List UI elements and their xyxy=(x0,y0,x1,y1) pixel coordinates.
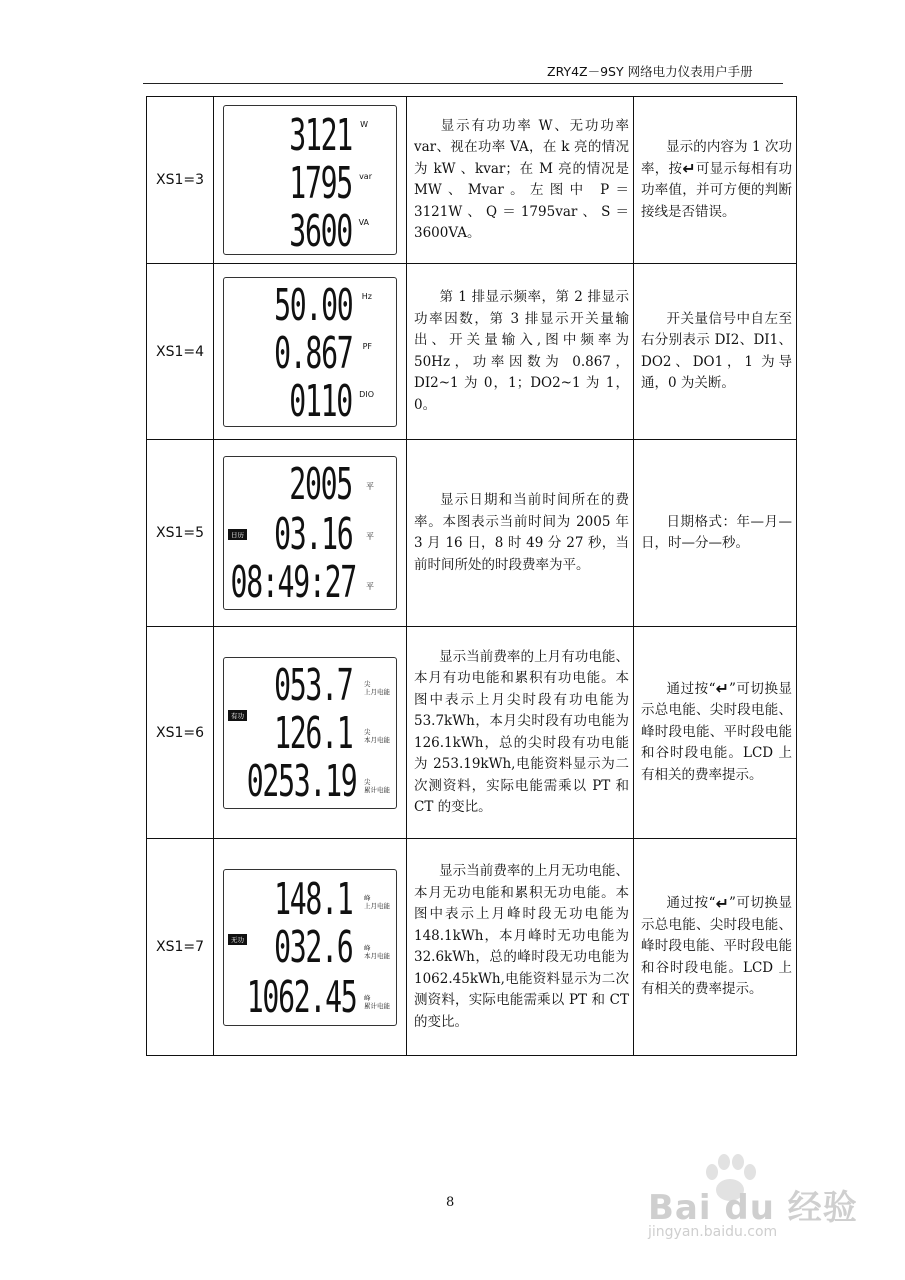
description-text: 显示当前费率的上月有功电能、本月有功电能和累积有功电能。本图中表示上月尖时段有功电能为 53.7kWh，本月尖时段有功电能为 126.1kWh，总的尖时段有功电能为 253.19kWh,电能资料显示为二次测资料，实际电能需乘以 PT 和 CT 的变比。 xyxy=(414,648,629,815)
display-mode-table xyxy=(146,96,797,1056)
table-row xyxy=(147,97,797,264)
enter-key-icon: ↵ xyxy=(715,893,729,913)
lcd-unit-3: VA xyxy=(358,218,369,227)
lcd-cell xyxy=(214,97,407,264)
header-rule xyxy=(143,83,783,84)
note-text: 日期格式：年—月—日，时—分—秒。 xyxy=(641,513,792,551)
note-text-b: ”可切换显示总电能、尖时段电能、峰时段电能、平时段电能和谷时段电能。LCD 上有相关的费率提示。 xyxy=(641,895,792,998)
lcd-display xyxy=(223,456,397,610)
lcd-line-2: 0.867 xyxy=(273,327,352,379)
calendar-tag: 日历 xyxy=(228,529,247,540)
lcd-cell xyxy=(214,440,407,627)
lcd-unit-1: 尖 上月电能 xyxy=(364,679,390,696)
note-text-b: ”可切换显示总电能、尖时段电能、峰时段电能、平时段电能和谷时段电能。LCD 上有相关的费率提示。 xyxy=(641,680,792,783)
description-text: 第 1 排显示频率，第 2 排显示功率因数，第 3 排显示开关量输出、开关量输入,图中频率为 50Hz，功率因数为 0.867，DI2~1 为 0，1；DO2~1 为 1，0。 xyxy=(414,289,629,413)
lcd-unit-3: DIO xyxy=(359,389,374,399)
note-cell xyxy=(634,839,797,1056)
mode-cell: XS1=6 xyxy=(147,627,214,839)
lcd-line-2: 032.6 xyxy=(273,921,352,973)
table-row xyxy=(147,264,797,440)
note-text-a: 通过按“ xyxy=(666,680,716,697)
description-cell xyxy=(407,97,634,264)
enter-key-icon: ↵ xyxy=(682,159,696,178)
description-text: 显示当前费率的上月无功电能、本月无功电能和累积无功电能。本图中表示上月峰时段无功电能为 148.1kWh，本月峰时无功电能为 32.6kWh，总的峰时段无功电能为 1062.45kWh,电能资料显示为二次测资料，实际电能需乘以 PT 和 CT 的变比。 xyxy=(414,863,629,1030)
note-text-b: 可显示每相有功功率值，并可方便的判断接线是否错误。 xyxy=(641,160,793,220)
lcd-line-1: 3121 xyxy=(289,110,352,161)
note-text-a: 通过按“ xyxy=(666,895,716,912)
mode-cell: XS1=3 xyxy=(147,97,214,264)
enter-key-icon: ↵ xyxy=(715,679,729,699)
lcd-line-3: 1062.45 xyxy=(246,971,356,1023)
lcd-line-3: 3600 xyxy=(289,206,352,257)
page-number: 8 xyxy=(446,1195,455,1210)
lcd-unit-2: 尖 本月电能 xyxy=(364,727,390,744)
document-header: ZRY4Z－9SY 网络电力仪表用户手册 xyxy=(547,64,753,79)
lcd-line-3: 0110 xyxy=(289,375,352,427)
note-cell xyxy=(634,627,797,839)
lcd-line-3: 08:49:27 xyxy=(230,557,356,608)
lcd-unit-3: 尖 累计电能 xyxy=(364,777,390,794)
lcd-unit-1: Hz xyxy=(361,291,372,301)
reactive-energy-tag: 无功 xyxy=(228,934,247,945)
lcd-line-1: 50.00 xyxy=(273,279,352,331)
watermark-site: jingyan.baidu.com xyxy=(648,1224,778,1240)
lcd-display xyxy=(223,277,397,427)
lcd-cell xyxy=(214,627,407,839)
active-energy-tag: 有功 xyxy=(228,710,247,721)
description-cell xyxy=(407,627,634,839)
lcd-unit-3: 峰 累计电能 xyxy=(364,993,390,1010)
watermark-brand: Bai du 经验 xyxy=(648,1188,858,1228)
watermark xyxy=(648,1180,858,1240)
lcd-line-1: 2005 xyxy=(289,459,352,510)
lcd-line-3: 0253.19 xyxy=(246,755,356,807)
mode-cell: XS1=7 xyxy=(147,839,214,1056)
lcd-cell xyxy=(214,839,407,1056)
description-cell xyxy=(407,839,634,1056)
lcd-unit-3: 平 xyxy=(366,582,374,591)
lcd-unit-2: 峰 本月电能 xyxy=(364,943,390,960)
description-cell xyxy=(407,440,634,627)
table-row xyxy=(147,440,797,627)
lcd-unit-2: 平 xyxy=(366,532,374,541)
lcd-line-2: 1795 xyxy=(289,158,352,209)
mode-cell: XS1=4 xyxy=(147,264,214,440)
description-text: 显示日期和当前时间所在的费率。本图表示当前时间为 2005 年 3 月 16 日，8 时 49 分 27 秒，当前时间所处的时段费率为平。 xyxy=(414,492,629,573)
note-cell xyxy=(634,97,797,264)
table-row xyxy=(147,627,797,839)
note-cell xyxy=(634,440,797,627)
lcd-unit-2: var xyxy=(359,172,372,181)
lcd-display xyxy=(223,105,397,255)
lcd-unit-1: 平 xyxy=(366,482,374,491)
mode-cell: XS1=5 xyxy=(147,440,214,627)
lcd-line-1: 053.7 xyxy=(273,659,352,711)
lcd-display xyxy=(223,869,397,1026)
note-text-a: 显示的内容为 1 次功率，按 xyxy=(641,139,792,177)
lcd-unit-1: W xyxy=(360,120,368,129)
lcd-line-2: 126.1 xyxy=(273,707,352,759)
description-cell xyxy=(407,264,634,440)
lcd-display xyxy=(223,657,397,809)
description-text: 显示有功功率 W、无功功率 var、视在功率 VA，在 k 亮的情况为 kW 、kvar；在 M 亮的情况是 MW、Mvar。左图中 P＝3121W、Q＝1795var、S＝3600VA。 xyxy=(414,117,629,241)
table-row xyxy=(147,839,797,1056)
note-cell xyxy=(634,264,797,440)
lcd-line-1: 148.1 xyxy=(273,873,352,925)
lcd-cell xyxy=(214,264,407,440)
note-text: 开关量信号中自左至右分别表示 DI2、DI1、DO2、DO1，1 为导通，0 为关断。 xyxy=(641,310,792,391)
lcd-line-2: 03.16 xyxy=(273,509,352,560)
lcd-unit-1: 峰 上月电能 xyxy=(364,893,390,910)
lcd-unit-2: PF xyxy=(362,341,372,351)
